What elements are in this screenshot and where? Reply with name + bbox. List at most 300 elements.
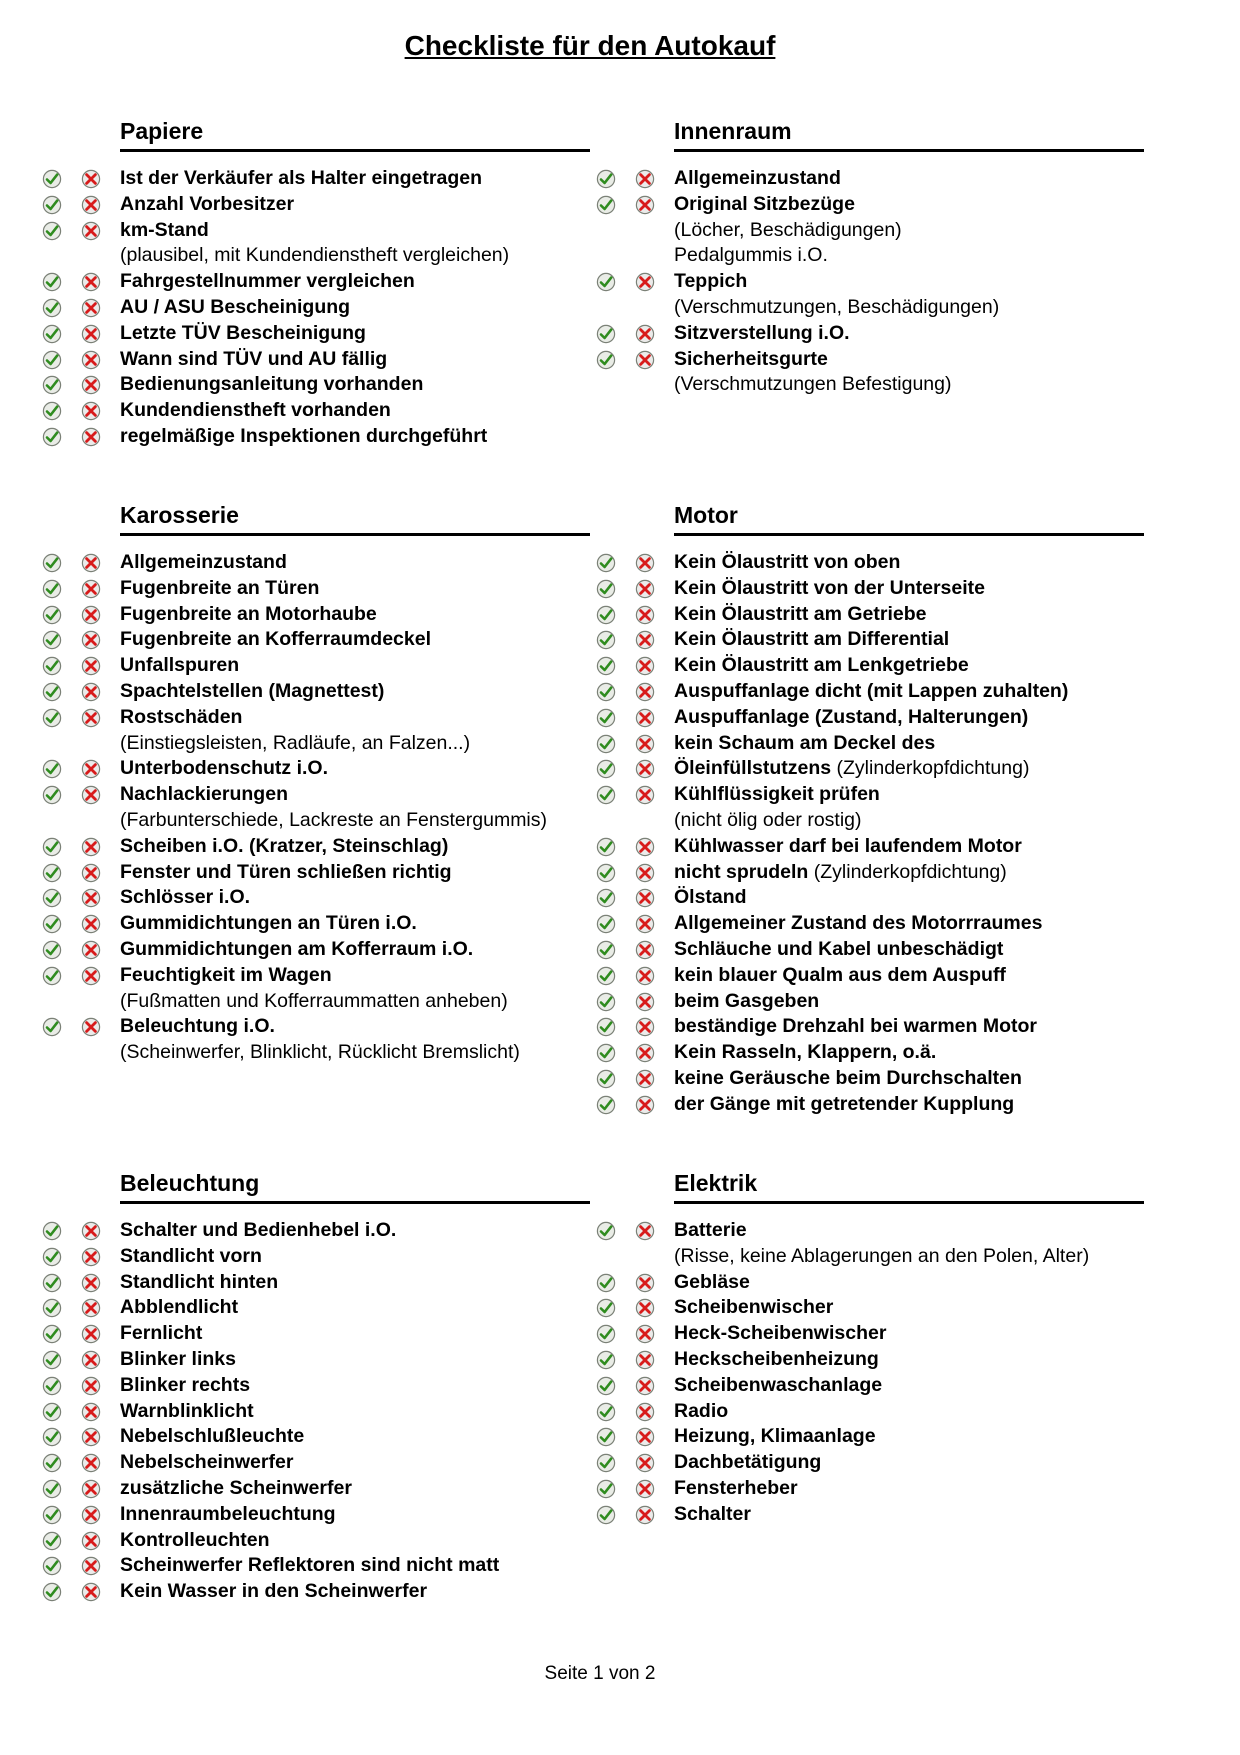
cross-icon[interactable] <box>81 169 101 189</box>
item-label: Teppich <box>674 270 748 293</box>
checklist-item-text <box>674 577 985 599</box>
check-icon[interactable] <box>42 324 62 344</box>
checklist-item-text <box>120 1477 352 1499</box>
cross-icon[interactable] <box>81 1556 101 1576</box>
cross-icon[interactable] <box>635 837 655 857</box>
check-icon[interactable] <box>42 1221 62 1241</box>
item-label: Batterie <box>674 1219 747 1241</box>
cross-icon[interactable] <box>81 630 101 650</box>
checklist-item <box>554 192 1144 218</box>
checklist-item <box>554 576 1144 602</box>
check-icon[interactable] <box>596 734 616 754</box>
checklist-item <box>0 679 590 705</box>
checklist-item-text <box>120 270 415 292</box>
item-label: Fensterheber <box>674 1476 798 1499</box>
check-icon[interactable] <box>42 966 62 986</box>
checklist-item-text <box>674 1296 833 1318</box>
check-icon[interactable] <box>42 221 62 241</box>
check-icon[interactable] <box>596 914 616 934</box>
check-icon[interactable] <box>42 1582 62 1602</box>
checklist-item-text <box>674 270 747 292</box>
checklist-item <box>554 243 1144 269</box>
check-icon[interactable] <box>42 630 62 650</box>
checklist-item <box>0 166 590 192</box>
checklist-item-text <box>674 1348 879 1370</box>
item-label: Wann sind TÜV und AU fällig <box>120 347 388 370</box>
cross-icon[interactable] <box>81 1505 101 1525</box>
check-icon[interactable] <box>596 272 616 292</box>
item-label: Letzte TÜV Bescheinigung <box>120 321 366 344</box>
check-icon[interactable] <box>596 1402 616 1422</box>
check-icon[interactable] <box>42 1479 62 1499</box>
checklist-item-text <box>674 732 935 754</box>
check-icon[interactable] <box>42 1376 62 1396</box>
cross-icon[interactable] <box>635 888 655 908</box>
cross-icon[interactable] <box>635 324 655 344</box>
cross-icon[interactable] <box>81 1350 101 1370</box>
cross-icon[interactable] <box>81 195 101 215</box>
checklist-item-text <box>120 1219 396 1241</box>
section-innenraum <box>554 118 1144 398</box>
checklist-item-text <box>120 757 328 779</box>
cross-icon[interactable] <box>81 553 101 573</box>
cross-icon[interactable] <box>81 605 101 625</box>
section-heading: Motor <box>674 502 1144 536</box>
check-icon[interactable] <box>42 298 62 318</box>
cross-icon[interactable] <box>635 785 655 805</box>
cross-icon[interactable] <box>635 1043 655 1063</box>
checklist-item <box>0 218 590 244</box>
item-label: Bedienungsanleitung vorhanden <box>120 373 424 396</box>
cross-icon[interactable] <box>635 1479 655 1499</box>
cross-icon[interactable] <box>635 1402 655 1422</box>
item-label: Allgemeiner Zustand des Motorrraumes <box>674 912 1043 935</box>
checklist-item-text <box>674 1245 1089 1267</box>
checklist-item-text <box>674 706 1028 728</box>
cross-icon[interactable] <box>635 1376 655 1396</box>
item-label: Ist der Verkäufer als Halter eingetragen <box>120 167 482 189</box>
section-motor <box>554 502 1144 1118</box>
section-heading: Papiere <box>120 118 590 152</box>
item-label: beständige Drehzahl bei warmen Motor <box>674 1015 1037 1038</box>
check-icon[interactable] <box>596 682 616 702</box>
item-label: Feuchtigkeit im Wagen <box>120 963 332 986</box>
checklist-item-text <box>120 603 377 625</box>
cross-icon[interactable] <box>81 966 101 986</box>
check-icon[interactable] <box>42 682 62 702</box>
checklist-item-text <box>674 1451 821 1473</box>
check-icon[interactable] <box>596 1069 616 1089</box>
checklist-item-text <box>674 1503 751 1525</box>
check-icon[interactable] <box>42 1298 62 1318</box>
checklist-item-text <box>674 938 1003 960</box>
check-icon[interactable] <box>42 1017 62 1037</box>
checklist-item-text <box>120 551 287 573</box>
checklist-item <box>0 911 590 937</box>
item-label: Kontrolleuchten <box>120 1528 270 1551</box>
check-icon[interactable] <box>42 1273 62 1293</box>
check-icon[interactable] <box>42 837 62 857</box>
checklist-item <box>0 243 590 269</box>
cross-icon[interactable] <box>635 169 655 189</box>
cross-icon[interactable] <box>81 1402 101 1422</box>
checklist-item <box>554 705 1144 731</box>
check-icon[interactable] <box>596 1273 616 1293</box>
checklist-item-text <box>120 809 547 831</box>
checklist-item <box>554 782 1144 808</box>
cross-icon[interactable] <box>81 1427 101 1447</box>
checklist-item <box>0 576 590 602</box>
check-icon[interactable] <box>596 708 616 728</box>
checklist-item <box>0 424 590 450</box>
cross-icon[interactable] <box>81 1531 101 1551</box>
checklist-item <box>0 705 590 731</box>
check-icon[interactable] <box>596 837 616 857</box>
checklist-item-text <box>120 1271 278 1293</box>
check-icon[interactable] <box>42 272 62 292</box>
check-icon[interactable] <box>596 759 616 779</box>
item-label: Warnblinklicht <box>120 1399 254 1422</box>
item-label: Dachbetätigung <box>674 1451 822 1474</box>
check-icon[interactable] <box>42 169 62 189</box>
check-icon[interactable] <box>42 427 62 447</box>
cross-icon[interactable] <box>81 1479 101 1499</box>
cross-icon[interactable] <box>635 1505 655 1525</box>
cross-icon[interactable] <box>635 1298 655 1318</box>
checklist-item-text <box>120 680 384 702</box>
cross-icon[interactable] <box>635 1324 655 1344</box>
check-icon[interactable] <box>596 350 616 370</box>
cross-icon[interactable] <box>81 914 101 934</box>
check-icon[interactable] <box>596 169 616 189</box>
check-icon[interactable] <box>42 1453 62 1473</box>
page-title: Checkliste für den Autokauf <box>404 30 776 61</box>
cross-icon[interactable] <box>635 656 655 676</box>
item-label: Allgemeinzustand <box>674 167 841 189</box>
check-icon[interactable] <box>596 785 616 805</box>
cross-icon[interactable] <box>81 350 101 370</box>
item-label: Beleuchtung i.O. <box>120 1015 275 1038</box>
item-note: (Zylinderkopfdichtung) <box>831 757 1030 780</box>
check-icon[interactable] <box>42 1556 62 1576</box>
cross-icon[interactable] <box>81 785 101 805</box>
cross-icon[interactable] <box>81 1453 101 1473</box>
item-note: (Verschmutzungen, Beschädigungen) <box>674 295 1000 318</box>
item-note: (Löcher, Beschädigungen) <box>674 218 902 241</box>
item-label: beim Gasgeben <box>674 989 820 1012</box>
cross-icon[interactable] <box>81 1017 101 1037</box>
check-icon[interactable] <box>42 553 62 573</box>
check-icon[interactable] <box>42 1505 62 1525</box>
cross-icon[interactable] <box>635 1017 655 1037</box>
checklist-item-text <box>674 1041 936 1063</box>
check-icon[interactable] <box>42 579 62 599</box>
check-icon[interactable] <box>596 863 616 883</box>
checklist-item <box>0 989 590 1015</box>
item-note: (nicht ölig oder rostig) <box>674 808 862 831</box>
check-icon[interactable] <box>596 324 616 344</box>
checklist-item-text <box>674 348 828 370</box>
checklist-item-text <box>120 1041 520 1063</box>
check-icon[interactable] <box>42 1402 62 1422</box>
check-icon[interactable] <box>596 195 616 215</box>
cross-icon[interactable] <box>635 966 655 986</box>
checklist-item-text <box>120 628 431 650</box>
item-label: Nebelschlußleuchte <box>120 1425 305 1448</box>
checklist-item <box>0 192 590 218</box>
check-icon[interactable] <box>596 992 616 1012</box>
item-label: Gebläse <box>674 1270 750 1293</box>
check-icon[interactable] <box>596 1453 616 1473</box>
checklist-item-text <box>674 1477 798 1499</box>
check-icon[interactable] <box>596 1221 616 1241</box>
checklist-item <box>0 782 590 808</box>
check-icon[interactable] <box>42 605 62 625</box>
checklist-item <box>554 937 1144 963</box>
checklist-item <box>554 1066 1144 1092</box>
checklist-item <box>0 1528 590 1554</box>
check-icon[interactable] <box>596 888 616 908</box>
item-label: Kein Wasser in den Scheinwerfer <box>120 1580 428 1603</box>
check-icon[interactable] <box>596 1350 616 1370</box>
checklist-item-text <box>120 219 209 241</box>
item-label: Kühlflüssigkeit prüfen <box>674 783 880 806</box>
checklist-item <box>0 1399 590 1425</box>
cross-icon[interactable] <box>81 863 101 883</box>
checklist-item <box>554 1450 1144 1476</box>
cross-icon[interactable] <box>635 759 655 779</box>
checklist-item <box>0 627 590 653</box>
check-icon[interactable] <box>42 888 62 908</box>
checklist-item-text <box>120 425 487 447</box>
check-icon[interactable] <box>596 1017 616 1037</box>
cross-icon[interactable] <box>81 708 101 728</box>
checklist-item-text <box>674 1067 1022 1089</box>
check-icon[interactable] <box>596 1095 616 1115</box>
check-icon[interactable] <box>42 759 62 779</box>
item-label: Öleinfüllstutzens <box>674 757 832 780</box>
item-label: Innenraumbeleuchtung <box>120 1502 336 1525</box>
check-icon[interactable] <box>596 1505 616 1525</box>
checklist-item-text <box>674 244 828 266</box>
check-icon[interactable] <box>596 1298 616 1318</box>
checklist-item-text <box>120 1554 499 1576</box>
item-label: Original Sitzbezüge <box>674 192 855 215</box>
checklist-item <box>554 756 1144 782</box>
check-icon[interactable] <box>596 1376 616 1396</box>
checklist-item <box>0 1014 590 1040</box>
checklist-item-text <box>674 322 850 344</box>
checklist-item-text <box>120 348 387 370</box>
cross-icon[interactable] <box>635 630 655 650</box>
checklist-item <box>0 1579 590 1605</box>
check-icon[interactable] <box>596 1043 616 1063</box>
cross-icon[interactable] <box>81 579 101 599</box>
cross-icon[interactable] <box>81 221 101 241</box>
item-label: keine Geräusche beim Durchschalten <box>674 1066 1022 1089</box>
check-icon[interactable] <box>42 1324 62 1344</box>
item-label: Nachlackierungen <box>120 783 288 806</box>
checklist-item <box>0 731 590 757</box>
item-label: Gummidichtungen am Kofferraum i.O. <box>120 937 474 960</box>
cross-icon[interactable] <box>81 837 101 857</box>
cross-icon[interactable] <box>635 992 655 1012</box>
cross-icon[interactable] <box>81 1324 101 1344</box>
checklist-item <box>0 321 590 347</box>
check-icon[interactable] <box>42 940 62 960</box>
checklist-item-text <box>120 322 366 344</box>
cross-icon[interactable] <box>635 1453 655 1473</box>
check-icon[interactable] <box>596 940 616 960</box>
checklist-item-text <box>674 835 1022 857</box>
check-icon[interactable] <box>42 1247 62 1267</box>
checklist-item-text <box>674 1271 750 1293</box>
section-beleuchtung <box>0 1170 590 1605</box>
cross-icon[interactable] <box>81 324 101 344</box>
cross-icon[interactable] <box>635 734 655 754</box>
checklist-item-text <box>674 964 1006 986</box>
checklist-item <box>554 1399 1144 1425</box>
checklist-item <box>0 834 590 860</box>
check-icon[interactable] <box>42 656 62 676</box>
item-label: kein Schaum am Deckel des <box>674 731 936 754</box>
check-icon[interactable] <box>42 785 62 805</box>
checklist-item <box>554 653 1144 679</box>
checklist-item <box>554 1270 1144 1296</box>
check-icon[interactable] <box>42 195 62 215</box>
checklist-item-text <box>120 1348 236 1370</box>
item-label: Sitzverstellung i.O. <box>674 321 850 344</box>
check-icon[interactable] <box>42 863 62 883</box>
checklist-item <box>554 989 1144 1015</box>
item-label: kein blauer Qualm aus dem Auspuff <box>674 963 1006 986</box>
cross-icon[interactable] <box>81 656 101 676</box>
section-heading: Elektrik <box>674 1170 1144 1204</box>
cross-icon[interactable] <box>81 759 101 779</box>
check-icon[interactable] <box>42 708 62 728</box>
checklist-item <box>554 808 1144 834</box>
cross-icon[interactable] <box>81 1376 101 1396</box>
cross-icon[interactable] <box>635 1350 655 1370</box>
check-icon[interactable] <box>596 1479 616 1499</box>
cross-icon[interactable] <box>81 888 101 908</box>
cross-icon[interactable] <box>81 682 101 702</box>
checklist-item <box>0 885 590 911</box>
item-label: Spachtelstellen (Magnettest) <box>120 679 385 702</box>
check-icon[interactable] <box>42 401 62 421</box>
section-elektrik <box>554 1170 1144 1528</box>
cross-icon[interactable] <box>635 605 655 625</box>
check-icon[interactable] <box>42 1350 62 1370</box>
item-label: Kundendienstheft vorhanden <box>120 399 391 422</box>
cross-icon[interactable] <box>635 1095 655 1115</box>
cross-icon[interactable] <box>635 1221 655 1241</box>
checklist-item-text <box>120 296 350 318</box>
cross-icon[interactable] <box>635 1273 655 1293</box>
item-label: Nebelscheinwerfer <box>120 1451 294 1474</box>
checklist-item-text <box>120 1400 254 1422</box>
checklist-item <box>554 860 1144 886</box>
checklist-item <box>0 860 590 886</box>
cross-icon[interactable] <box>635 682 655 702</box>
item-label: Blinker links <box>120 1347 236 1370</box>
checklist-item-text <box>674 1093 1014 1115</box>
section-papiere <box>0 118 590 450</box>
checklist-item <box>0 269 590 295</box>
cross-icon[interactable] <box>635 272 655 292</box>
cross-icon[interactable] <box>81 427 101 447</box>
cross-icon[interactable] <box>635 195 655 215</box>
check-icon[interactable] <box>596 605 616 625</box>
check-icon[interactable] <box>596 1427 616 1447</box>
cross-icon[interactable] <box>81 1247 101 1267</box>
cross-icon[interactable] <box>635 863 655 883</box>
cross-icon[interactable] <box>81 298 101 318</box>
cross-icon[interactable] <box>81 375 101 395</box>
cross-icon[interactable] <box>81 1221 101 1241</box>
checklist-item-text <box>120 577 319 599</box>
check-icon[interactable] <box>596 553 616 573</box>
checklist-item <box>554 679 1144 705</box>
checklist-item-text <box>120 1451 293 1473</box>
item-label: Fugenbreite an Motorhaube <box>120 602 377 625</box>
check-icon[interactable] <box>42 1427 62 1447</box>
cross-icon[interactable] <box>635 708 655 728</box>
check-icon[interactable] <box>42 1531 62 1551</box>
checklist-item-text <box>120 990 508 1012</box>
cross-icon[interactable] <box>81 940 101 960</box>
checklist-item <box>0 602 590 628</box>
cross-icon[interactable] <box>81 1582 101 1602</box>
checklist-item <box>554 1218 1144 1244</box>
section-karosserie <box>0 502 590 1066</box>
checklist-item <box>0 1373 590 1399</box>
item-label: Schalter <box>674 1502 751 1525</box>
cross-icon[interactable] <box>81 1273 101 1293</box>
cross-icon[interactable] <box>635 553 655 573</box>
cross-icon[interactable] <box>635 940 655 960</box>
check-icon[interactable] <box>596 630 616 650</box>
item-note: (Farbunterschiede, Lackreste an Fenstergummis) <box>120 808 548 831</box>
cross-icon[interactable] <box>81 272 101 292</box>
check-icon[interactable] <box>596 579 616 599</box>
check-icon[interactable] <box>596 656 616 676</box>
cross-icon[interactable] <box>635 1069 655 1089</box>
cross-icon[interactable] <box>635 1427 655 1447</box>
checklist-item-text <box>120 654 239 676</box>
item-label: Standlicht vorn <box>120 1244 262 1267</box>
check-icon[interactable] <box>42 375 62 395</box>
check-icon[interactable] <box>596 966 616 986</box>
checklist-item-text <box>674 912 1042 934</box>
check-icon[interactable] <box>42 914 62 934</box>
checklist-item-text <box>120 167 482 189</box>
cross-icon[interactable] <box>635 914 655 934</box>
checklist-item-text <box>674 783 880 805</box>
item-label: Kein Ölaustritt am Getriebe <box>674 602 927 625</box>
cross-icon[interactable] <box>635 350 655 370</box>
cross-icon[interactable] <box>81 401 101 421</box>
checklist-item <box>0 963 590 989</box>
check-icon[interactable] <box>596 1324 616 1344</box>
checklist-item <box>554 602 1144 628</box>
item-label: km-Stand <box>120 218 209 241</box>
cross-icon[interactable] <box>635 579 655 599</box>
checklist-item-text <box>674 1015 1037 1037</box>
cross-icon[interactable] <box>81 1298 101 1318</box>
check-icon[interactable] <box>42 350 62 370</box>
checklist-item-text <box>120 964 332 986</box>
